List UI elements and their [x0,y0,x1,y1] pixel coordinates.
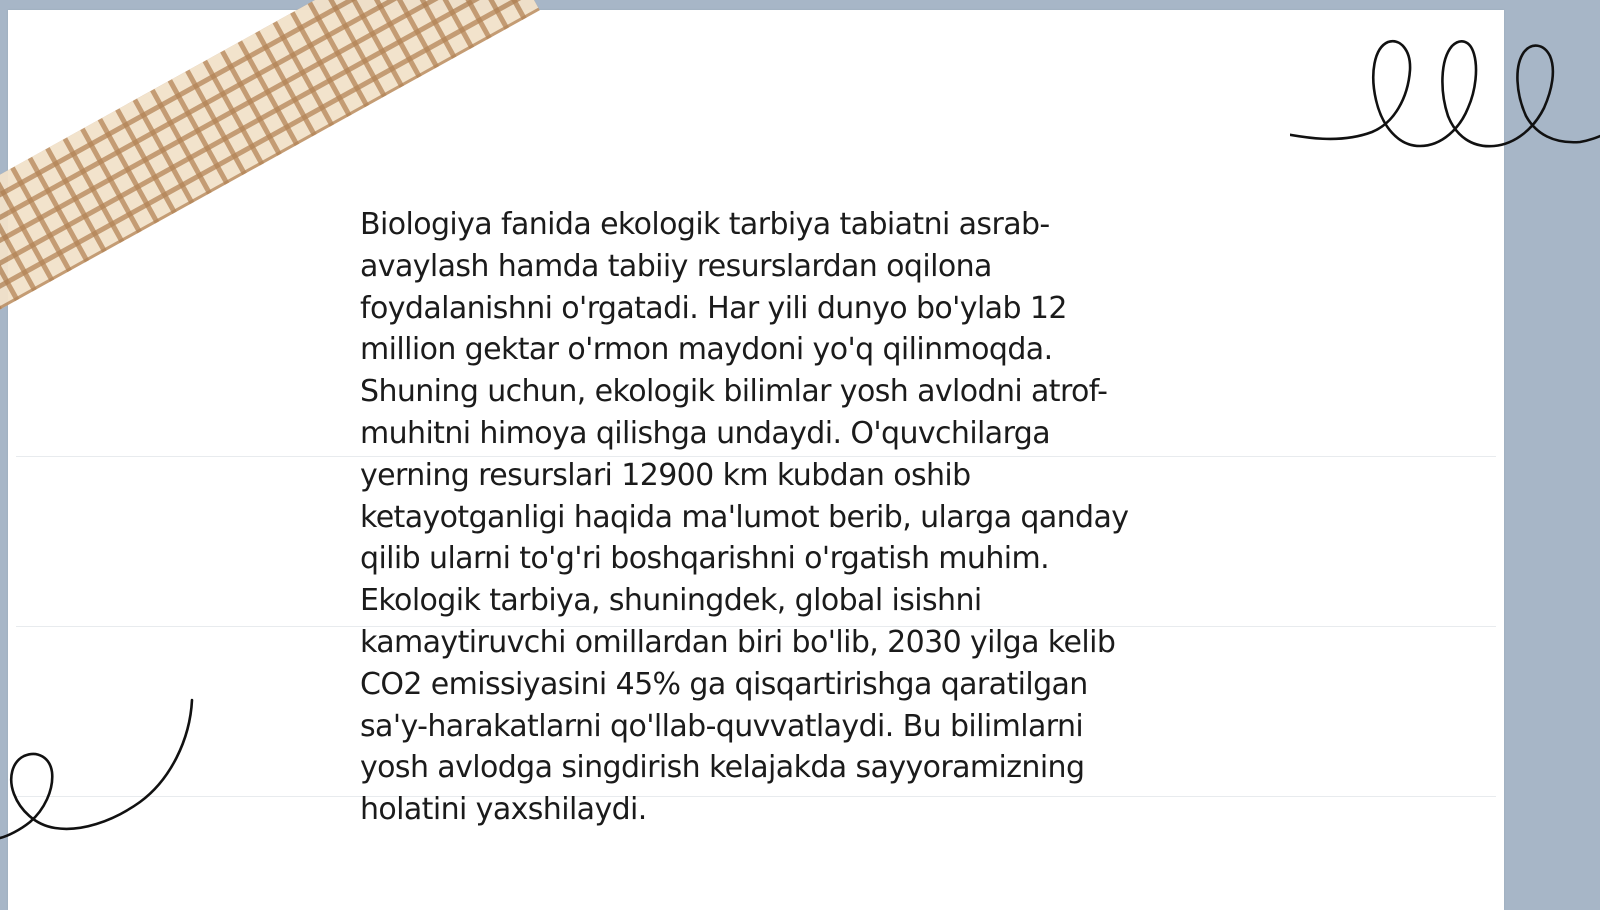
swirl-scribble-icon [0,690,210,850]
body-paragraph: Biologiya fanida ekologik tarbiya tabiatni asrab- avaylash hamda tabiiy resurslardan oqilona foydalanishni o'rgatadi. Har yili dunyo bo'ylab 12 million gektar o'rmon maydoni yo'q qilinmoqda. Shuning uchun, ekologik bilimlar yosh avlodni atrof- muhitni himoya qilishga undaydi. O'quvchilarga yerning resurslari 12900 km kubdan oshib ketayotganligi haqida ma'lumot berib, ularga qanday qilib ularni to'g'ri boshqarishni o'rgatish muhim. Ekologik tarbiya, shuningdek, global isishni kamaytiruvchi omillardan biri bo'lib, 2030 yilga kelib CO2 emissiyasini 45% ga qisqartirishga qaratilgan sa'y-harakatlarni qo'llab-quvvatlaydi. Bu bilimlarni yosh avlodga singdirish kelajakda sayyoramizning holatini yaxshilaydi. [360,207,1129,828]
loop-scribble-icon [1290,28,1600,168]
